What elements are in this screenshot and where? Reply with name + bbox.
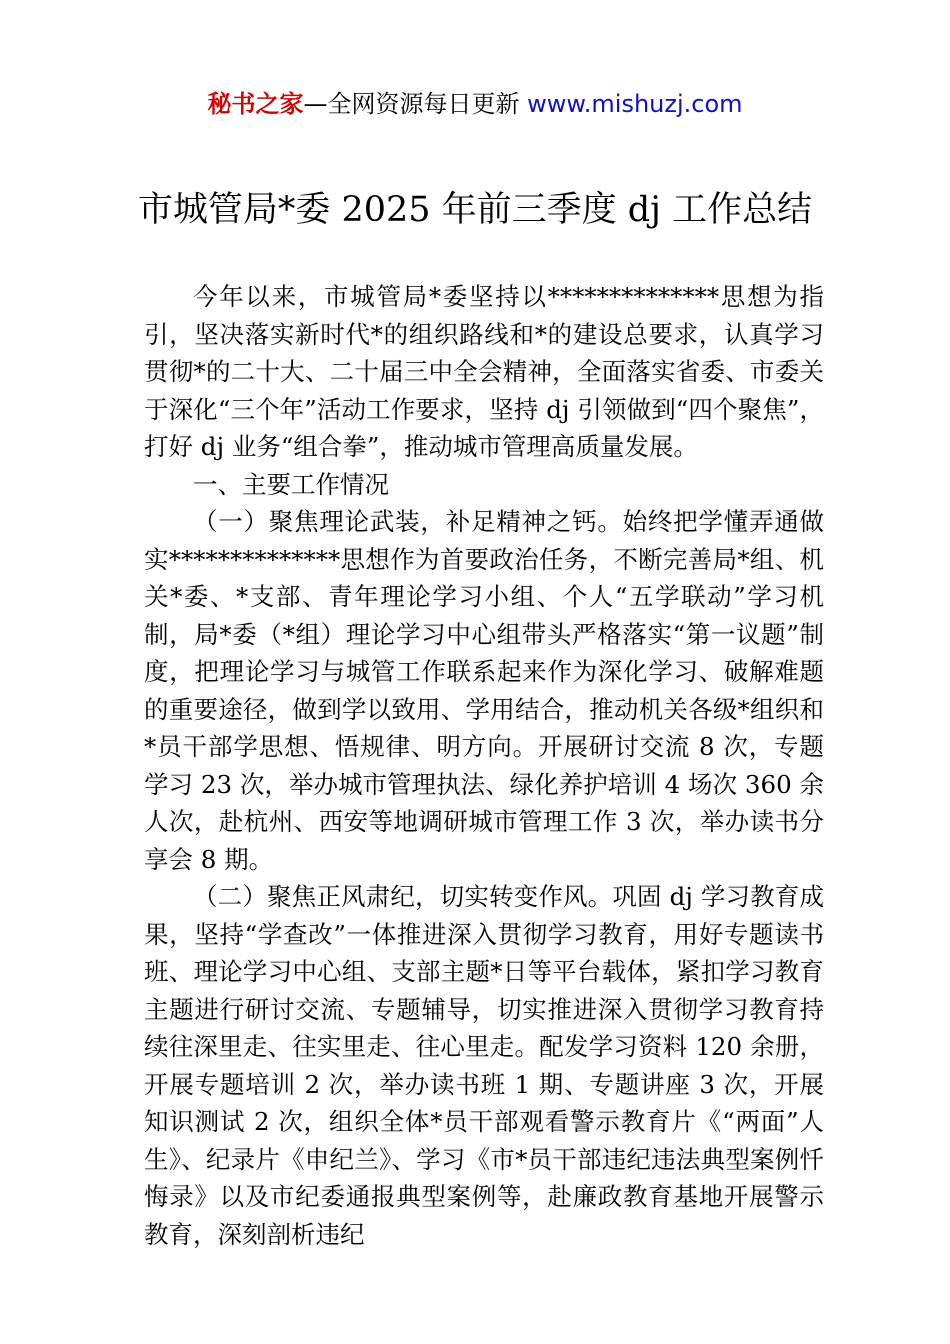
site-url-link[interactable]: www.mishuzj.com <box>527 90 743 118</box>
document-body <box>144 278 824 1253</box>
section-heading-main-work: 一、主要工作情况 <box>193 469 389 499</box>
paragraph-intro: 今年以来，市城管局*委坚持以**************思想为指引，坚决落实新时代*的组织路线和*的建设总要求，认真学习贯彻*的二十大、二十届三中全会精神，全面落实省委、市委关于深化“三个年”活动工作要求，坚持 dj 引领做到“四个聚焦”，打好 dj 业务“组合拳”，推动城市管理高质量发展。 <box>144 282 824 461</box>
site-brand: 秘书之家 <box>207 90 304 118</box>
site-header <box>0 88 950 120</box>
paragraph-discipline: （二）聚焦正风肃纪，切实转变作风。巩固 dj 学习教育成果，坚持“学查改”一体推进深入贯彻学习教育，用好专题读书班、理论学习中心组、支部主题*日等平台载体，紧扣学习教育主题进行研讨交流、专题辅导，切实推进深入贯彻学习教育持续往深里走、往实里走、往心里走。配发学习资料 120 余册，开展专题培训 2 次，举办读书班 1 期、专题讲座 3 次，开展知识测试 2 次，组织全体*员干部观看警示教育片《“两面”人生》、纪录片《申纪兰》、学习《市*员干部违纪违法典型案例忏悔录》以及市纪委通报典型案例等，赴廉政教育基地开展警示教育，深刻剖析违纪 <box>144 882 824 1249</box>
document-title: 市城管局*委 2025 年前三季度 dj 工作总结 <box>137 190 813 230</box>
paragraph-theory-study: （一）聚焦理论武装，补足精神之钙。始终把学懂弄通做实**************思想作为首要政治任务，不断完善局*组、机关*委、*支部、青年理论学习小组、个人“五学联动”学习机制，局*委（*组）理论学习中心组带头严格落实“第一议题”制度，把理论学习与城管工作联系起来作为深化学习、破解难题的重要途径，做到学以致用、学用结合，推动机关各级*组织和*员干部学思想、悟规律、明方向。开展研讨交流 8 次，专题学习 23 次，举办城市管理执法、绿化养护培训 4 场次 360 余人次，赴杭州、西安等地调研城市管理工作 3 次，举办读书分享会 8 期。 <box>144 507 824 874</box>
site-slogan: 全网资源每日更新 <box>327 90 528 118</box>
header-dash: — <box>303 90 328 118</box>
